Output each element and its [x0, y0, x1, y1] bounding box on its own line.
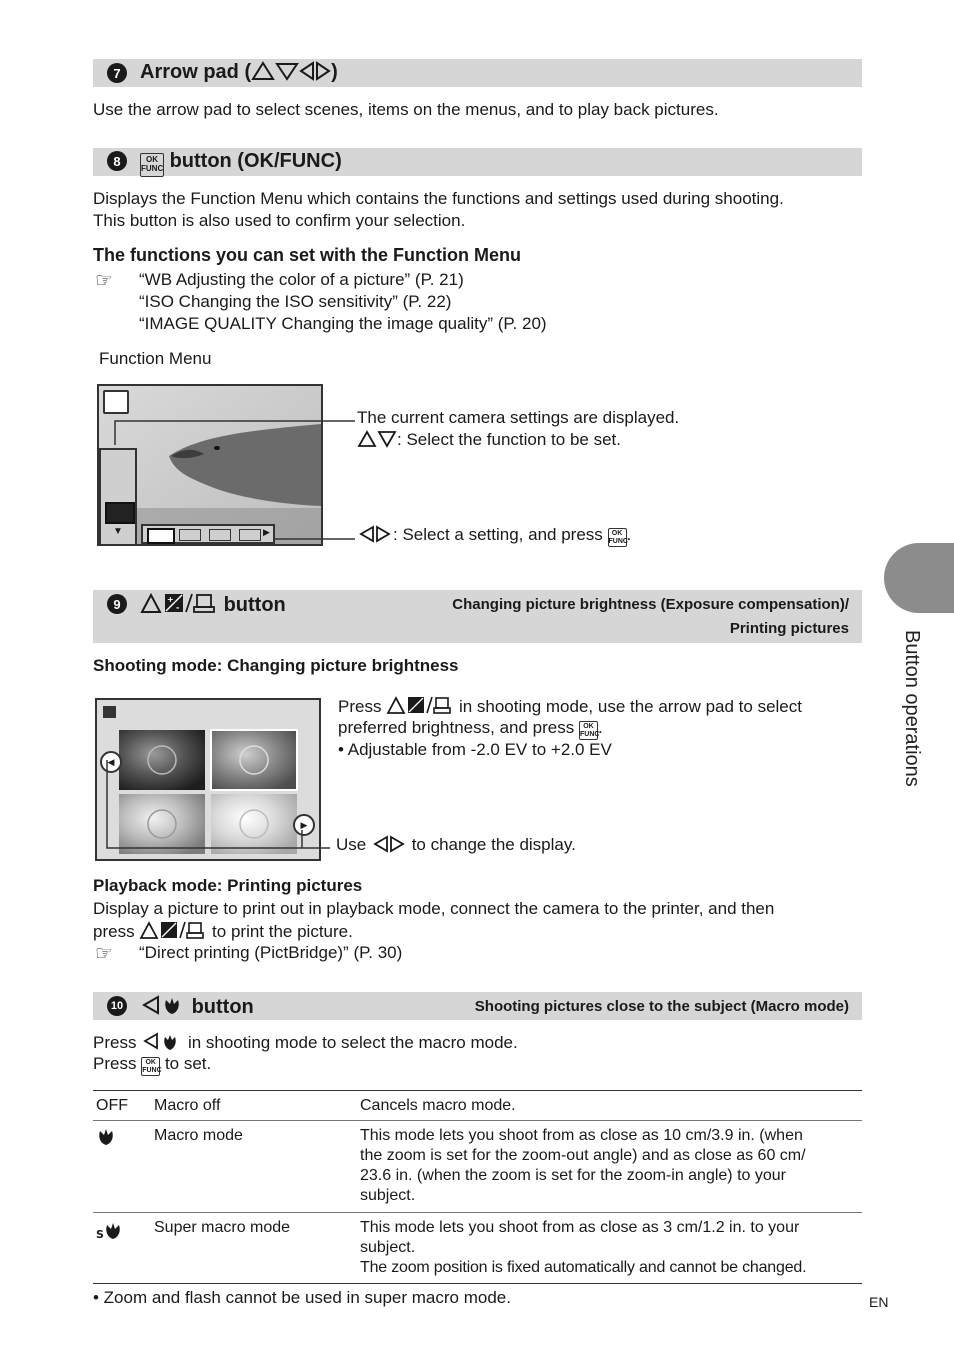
left-right-arrows-icon: [357, 525, 393, 543]
function-menu-label: Function Menu: [99, 349, 212, 368]
table-rule-1: [93, 1120, 862, 1121]
callout-lines-1: [110, 415, 360, 545]
section-9-number: 9: [107, 594, 127, 614]
row-super-macro-desc-3: The zoom position is fixed automatically and cannot be changed.: [360, 1259, 807, 1276]
ok-func-icon: OK FUNC: [608, 530, 628, 545]
table-rule-top: [93, 1090, 862, 1091]
exposure-range-bullet: • Adjustable from -2.0 EV to +2.0 EV: [338, 740, 612, 759]
section-7-title: Arrow pad ( ): [140, 61, 338, 83]
left-arrow-button-icon: ◀: [100, 751, 122, 773]
reference-hand-icon: ☞: [95, 943, 113, 965]
section-10-title: button: [140, 994, 254, 1019]
row-macro-name: Macro mode: [154, 1127, 243, 1144]
svg-text:+: +: [167, 595, 174, 604]
playback-desc-1: Display a picture to print out in playback mode, connect the camera to the printer, and then: [93, 899, 775, 918]
shooting-mode-heading: Shooting mode: Changing picture brightness: [93, 656, 459, 675]
row-macro-desc-2: the zoom is set for the zoom-out angle) and as close as 60 cm/: [360, 1147, 806, 1164]
section-9-subtitle-2: Printing pictures: [729, 620, 849, 637]
playback-desc-2: press to print the picture.: [93, 922, 353, 941]
row-off-name: Macro off: [154, 1097, 221, 1114]
ok-func-icon: OK FUNC: [579, 723, 600, 738]
callout-current-settings: The current camera settings are displayed.: [357, 408, 680, 427]
left-right-arrows-icon: [371, 835, 407, 853]
side-tab: [884, 543, 954, 613]
macro-left-icon: [140, 994, 186, 1016]
super-macro-footnote: • Zoom and flash cannot be used in super macro mode.: [93, 1288, 511, 1307]
svg-text:-: -: [176, 603, 180, 612]
playback-mode-heading: Playback mode: Printing pictures: [93, 876, 363, 895]
row-off-desc: Cancels macro mode.: [360, 1097, 516, 1114]
use-arrows-line: Use to change the display.: [336, 835, 576, 854]
exposure-print-icon: [140, 592, 218, 614]
callout-select-setting: : Select a setting, and press OK FUNC.: [357, 524, 631, 547]
section-8-subheading: The functions you can set with the Function Menu: [93, 245, 522, 265]
reference-2: “ISO Changing the ISO sensitivity” (P. 22): [139, 292, 452, 311]
exposure-print-icon: [139, 920, 207, 940]
section-9-title: + - button: [140, 592, 286, 617]
side-tab-label: Button operations: [901, 630, 923, 787]
macro-icon: [96, 1128, 116, 1146]
pictbridge-reference: “Direct printing (PictBridge)” (P. 30): [139, 943, 403, 962]
exposure-print-icon: [386, 695, 454, 715]
section-9-subtitle-1: Changing picture brightness (Exposure compensation)/: [452, 596, 849, 613]
right-arrow-icon: ▶: [263, 527, 270, 537]
macro-left-icon: [141, 1031, 183, 1051]
row-macro-desc-4: subject.: [360, 1187, 416, 1204]
section-8-number: 8: [107, 151, 127, 171]
row-off-mode: OFF: [96, 1097, 128, 1114]
exposure-icon: [103, 706, 116, 718]
up-down-arrows-icon: [357, 430, 397, 448]
super-macro-icon: [96, 1220, 122, 1240]
mode-icon: [103, 390, 129, 414]
svg-text:S: S: [96, 1228, 104, 1240]
callout-select-function: : Select the function to be set.: [357, 429, 621, 451]
callout-lines-2: [100, 760, 335, 855]
down-arrow-icon: ▼: [113, 526, 123, 537]
section-8-desc-1: Displays the Function Menu which contains the functions and settings used during shooting.: [93, 189, 784, 208]
ok-func-icon: OK FUNC: [140, 153, 164, 177]
reference-hand-icon: ☞: [95, 270, 113, 292]
row-super-macro-name: Super macro mode: [154, 1219, 291, 1236]
press-exposure-line-2: preferred brightness, and press OK FUNC.: [338, 718, 603, 738]
section-8-title: OK FUNC button (OK/FUNC): [140, 150, 342, 177]
row-macro-desc-3: 23.6 in. (when the zoom is set for the zoom-in angle) to your: [360, 1167, 786, 1184]
table-rule-2: [93, 1212, 862, 1213]
macro-press-line-2: Press OK FUNC to set.: [93, 1054, 212, 1074]
ok-func-icon: OK FUNC: [142, 1059, 162, 1074]
arrow-pad-icon: [251, 61, 331, 81]
language-footer: EN: [869, 1294, 889, 1310]
row-macro-desc-1: This mode lets you shoot from as close as 10 cm/3.9 in. (when: [360, 1127, 803, 1144]
right-arrow-button-icon: ▶: [293, 814, 315, 836]
row-super-macro-desc-1: This mode lets you shoot from as close as 3 cm/1.2 in. to your: [360, 1219, 800, 1236]
reference-1: “WB Adjusting the color of a picture” (P. 21): [139, 270, 464, 289]
macro-press-line-1: Press in shooting mode to select the macro mode.: [93, 1033, 518, 1052]
table-rule-bottom: [93, 1283, 862, 1284]
reference-3: “IMAGE QUALITY Changing the image quality” (P. 20): [139, 314, 547, 333]
press-exposure-line-1: Press in shooting mode, use the arrow pad to select: [338, 697, 802, 716]
section-8-desc-2: This button is also used to confirm your selection.: [93, 211, 466, 230]
section-10-number: 10: [107, 996, 127, 1016]
row-super-macro-desc-2: subject.: [360, 1239, 416, 1256]
section-10-subtitle: Shooting pictures close to the subject (Macro mode): [474, 998, 849, 1015]
section-7-description: Use the arrow pad to select scenes, items on the menus, and to play back pictures.: [93, 100, 719, 119]
section-7-number: 7: [107, 63, 127, 83]
